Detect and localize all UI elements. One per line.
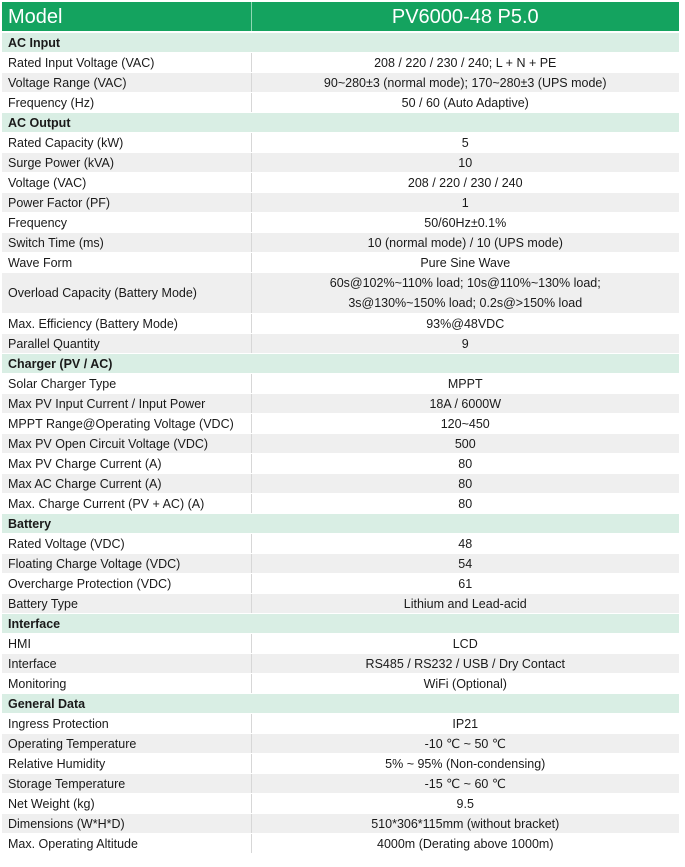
spec-label: Max AC Charge Current (A) [2, 474, 251, 494]
spec-label: Interface [2, 654, 251, 674]
spec-value: 80 [251, 494, 679, 514]
spec-row [2, 334, 679, 354]
spec-value: LCD [251, 634, 679, 654]
spec-label: Switch Time (ms) [2, 233, 251, 253]
spec-value [251, 273, 679, 314]
spec-row [2, 253, 679, 273]
spec-value: RS485 / RS232 / USB / Dry Contact [251, 654, 679, 674]
spec-label: HMI [2, 634, 251, 654]
spec-label: Max PV Charge Current (A) [2, 454, 251, 474]
spec-value: MPPT [251, 374, 679, 394]
spec-row [2, 754, 679, 774]
spec-row [2, 93, 679, 113]
spec-label: Rated Capacity (kW) [2, 133, 251, 153]
spec-label: Solar Charger Type [2, 374, 251, 394]
spec-value: 50 / 60 (Auto Adaptive) [251, 93, 679, 113]
spec-label: Max. Operating Altitude [2, 834, 251, 854]
spec-row [2, 534, 679, 554]
section-title: AC Output [2, 113, 679, 133]
spec-label: MPPT Range@Operating Voltage (VDC) [2, 414, 251, 434]
section-header [2, 32, 679, 53]
spec-label: Surge Power (kVA) [2, 153, 251, 173]
spec-value: 510*306*115mm (without bracket) [251, 814, 679, 834]
spec-value: 4000m (Derating above 1000m) [251, 834, 679, 854]
model-header-row [2, 2, 679, 32]
spec-label: Frequency (Hz) [2, 93, 251, 113]
spec-value: 18A / 6000W [251, 394, 679, 414]
spec-label: Frequency [2, 213, 251, 233]
spec-row [2, 374, 679, 394]
spec-label: Max. Efficiency (Battery Mode) [2, 314, 251, 334]
section-title: Interface [2, 614, 679, 634]
spec-row [2, 714, 679, 734]
spec-row [2, 73, 679, 93]
spec-label: Parallel Quantity [2, 334, 251, 354]
spec-row [2, 193, 679, 213]
spec-value: 50/60Hz±0.1% [251, 213, 679, 233]
spec-label: Floating Charge Voltage (VDC) [2, 554, 251, 574]
spec-row [2, 454, 679, 474]
spec-value: 1 [251, 193, 679, 213]
spec-row [2, 674, 679, 694]
spec-label: Battery Type [2, 594, 251, 614]
spec-row [2, 834, 679, 854]
spec-row [2, 273, 679, 314]
spec-label: Storage Temperature [2, 774, 251, 794]
spec-value-line: 3s@130%~150% load; 0.2s@>150% load [348, 296, 583, 310]
model-name: PV6000-48 P5.0 [251, 2, 679, 32]
spec-value: 61 [251, 574, 679, 594]
spec-label: Max PV Open Circuit Voltage (VDC) [2, 434, 251, 454]
spec-row [2, 233, 679, 253]
spec-label: Relative Humidity [2, 754, 251, 774]
spec-row [2, 774, 679, 794]
spec-value: 208 / 220 / 230 / 240; L + N + PE [251, 53, 679, 73]
spec-label: Voltage (VAC) [2, 173, 251, 193]
spec-value: 9 [251, 334, 679, 354]
spec-label: Dimensions (W*H*D) [2, 814, 251, 834]
spec-label: Rated Voltage (VDC) [2, 534, 251, 554]
spec-label: Rated Input Voltage (VAC) [2, 53, 251, 73]
spec-row [2, 434, 679, 454]
spec-value-line: 60s@102%~110% load; 10s@110%~130% load; [329, 276, 601, 290]
spec-row [2, 53, 679, 73]
section-title: General Data [2, 694, 679, 714]
spec-row [2, 394, 679, 414]
spec-row [2, 594, 679, 614]
spec-row [2, 474, 679, 494]
spec-value: Pure Sine Wave [251, 253, 679, 273]
spec-value: 48 [251, 534, 679, 554]
spec-row [2, 574, 679, 594]
spec-value: 5 [251, 133, 679, 153]
spec-label: Max PV Input Current / Input Power [2, 394, 251, 414]
spec-value: -10 ℃ ~ 50 ℃ [251, 734, 679, 754]
section-header [2, 514, 679, 534]
section-title: Battery [2, 514, 679, 534]
spec-row [2, 133, 679, 153]
spec-value: 90~280±3 (normal mode); 170~280±3 (UPS mode) [251, 73, 679, 93]
spec-value: -15 ℃ ~ 60 ℃ [251, 774, 679, 794]
section-header [2, 113, 679, 133]
model-label: Model [2, 2, 251, 32]
spec-value: WiFi (Optional) [251, 674, 679, 694]
spec-row [2, 213, 679, 233]
spec-value: 80 [251, 454, 679, 474]
spec-label: Ingress Protection [2, 714, 251, 734]
spec-value: 10 (normal mode) / 10 (UPS mode) [251, 233, 679, 253]
spec-value: 54 [251, 554, 679, 574]
section-header [2, 614, 679, 634]
spec-value: 208 / 220 / 230 / 240 [251, 173, 679, 193]
spec-value: 93%@48VDC [251, 314, 679, 334]
spec-label: Power Factor (PF) [2, 193, 251, 213]
spec-label: Overload Capacity (Battery Mode) [2, 273, 251, 314]
spec-value: IP21 [251, 714, 679, 734]
spec-row [2, 794, 679, 814]
section-title: AC Input [2, 32, 679, 53]
spec-label: Net Weight (kg) [2, 794, 251, 814]
spec-value: 9.5 [251, 794, 679, 814]
spec-value: 500 [251, 434, 679, 454]
spec-value: 5% ~ 95% (Non-condensing) [251, 754, 679, 774]
spec-value: 120~450 [251, 414, 679, 434]
spec-row [2, 314, 679, 334]
spec-row [2, 654, 679, 674]
spec-sheet [2, 2, 679, 854]
spec-label: Overcharge Protection (VDC) [2, 574, 251, 594]
spec-row [2, 734, 679, 754]
spec-row [2, 173, 679, 193]
section-header [2, 694, 679, 714]
spec-table-body [2, 2, 679, 854]
spec-row [2, 634, 679, 654]
section-title: Charger (PV / AC) [2, 354, 679, 374]
spec-row [2, 153, 679, 173]
spec-label: Max. Charge Current (PV + AC) (A) [2, 494, 251, 514]
spec-label: Operating Temperature [2, 734, 251, 754]
spec-row [2, 494, 679, 514]
section-header [2, 354, 679, 374]
spec-row [2, 814, 679, 834]
spec-label: Wave Form [2, 253, 251, 273]
spec-row [2, 414, 679, 434]
spec-value: 10 [251, 153, 679, 173]
spec-label: Monitoring [2, 674, 251, 694]
spec-table [2, 2, 679, 854]
spec-value: 80 [251, 474, 679, 494]
spec-value: Lithium and Lead-acid [251, 594, 679, 614]
spec-label: Voltage Range (VAC) [2, 73, 251, 93]
spec-row [2, 554, 679, 574]
